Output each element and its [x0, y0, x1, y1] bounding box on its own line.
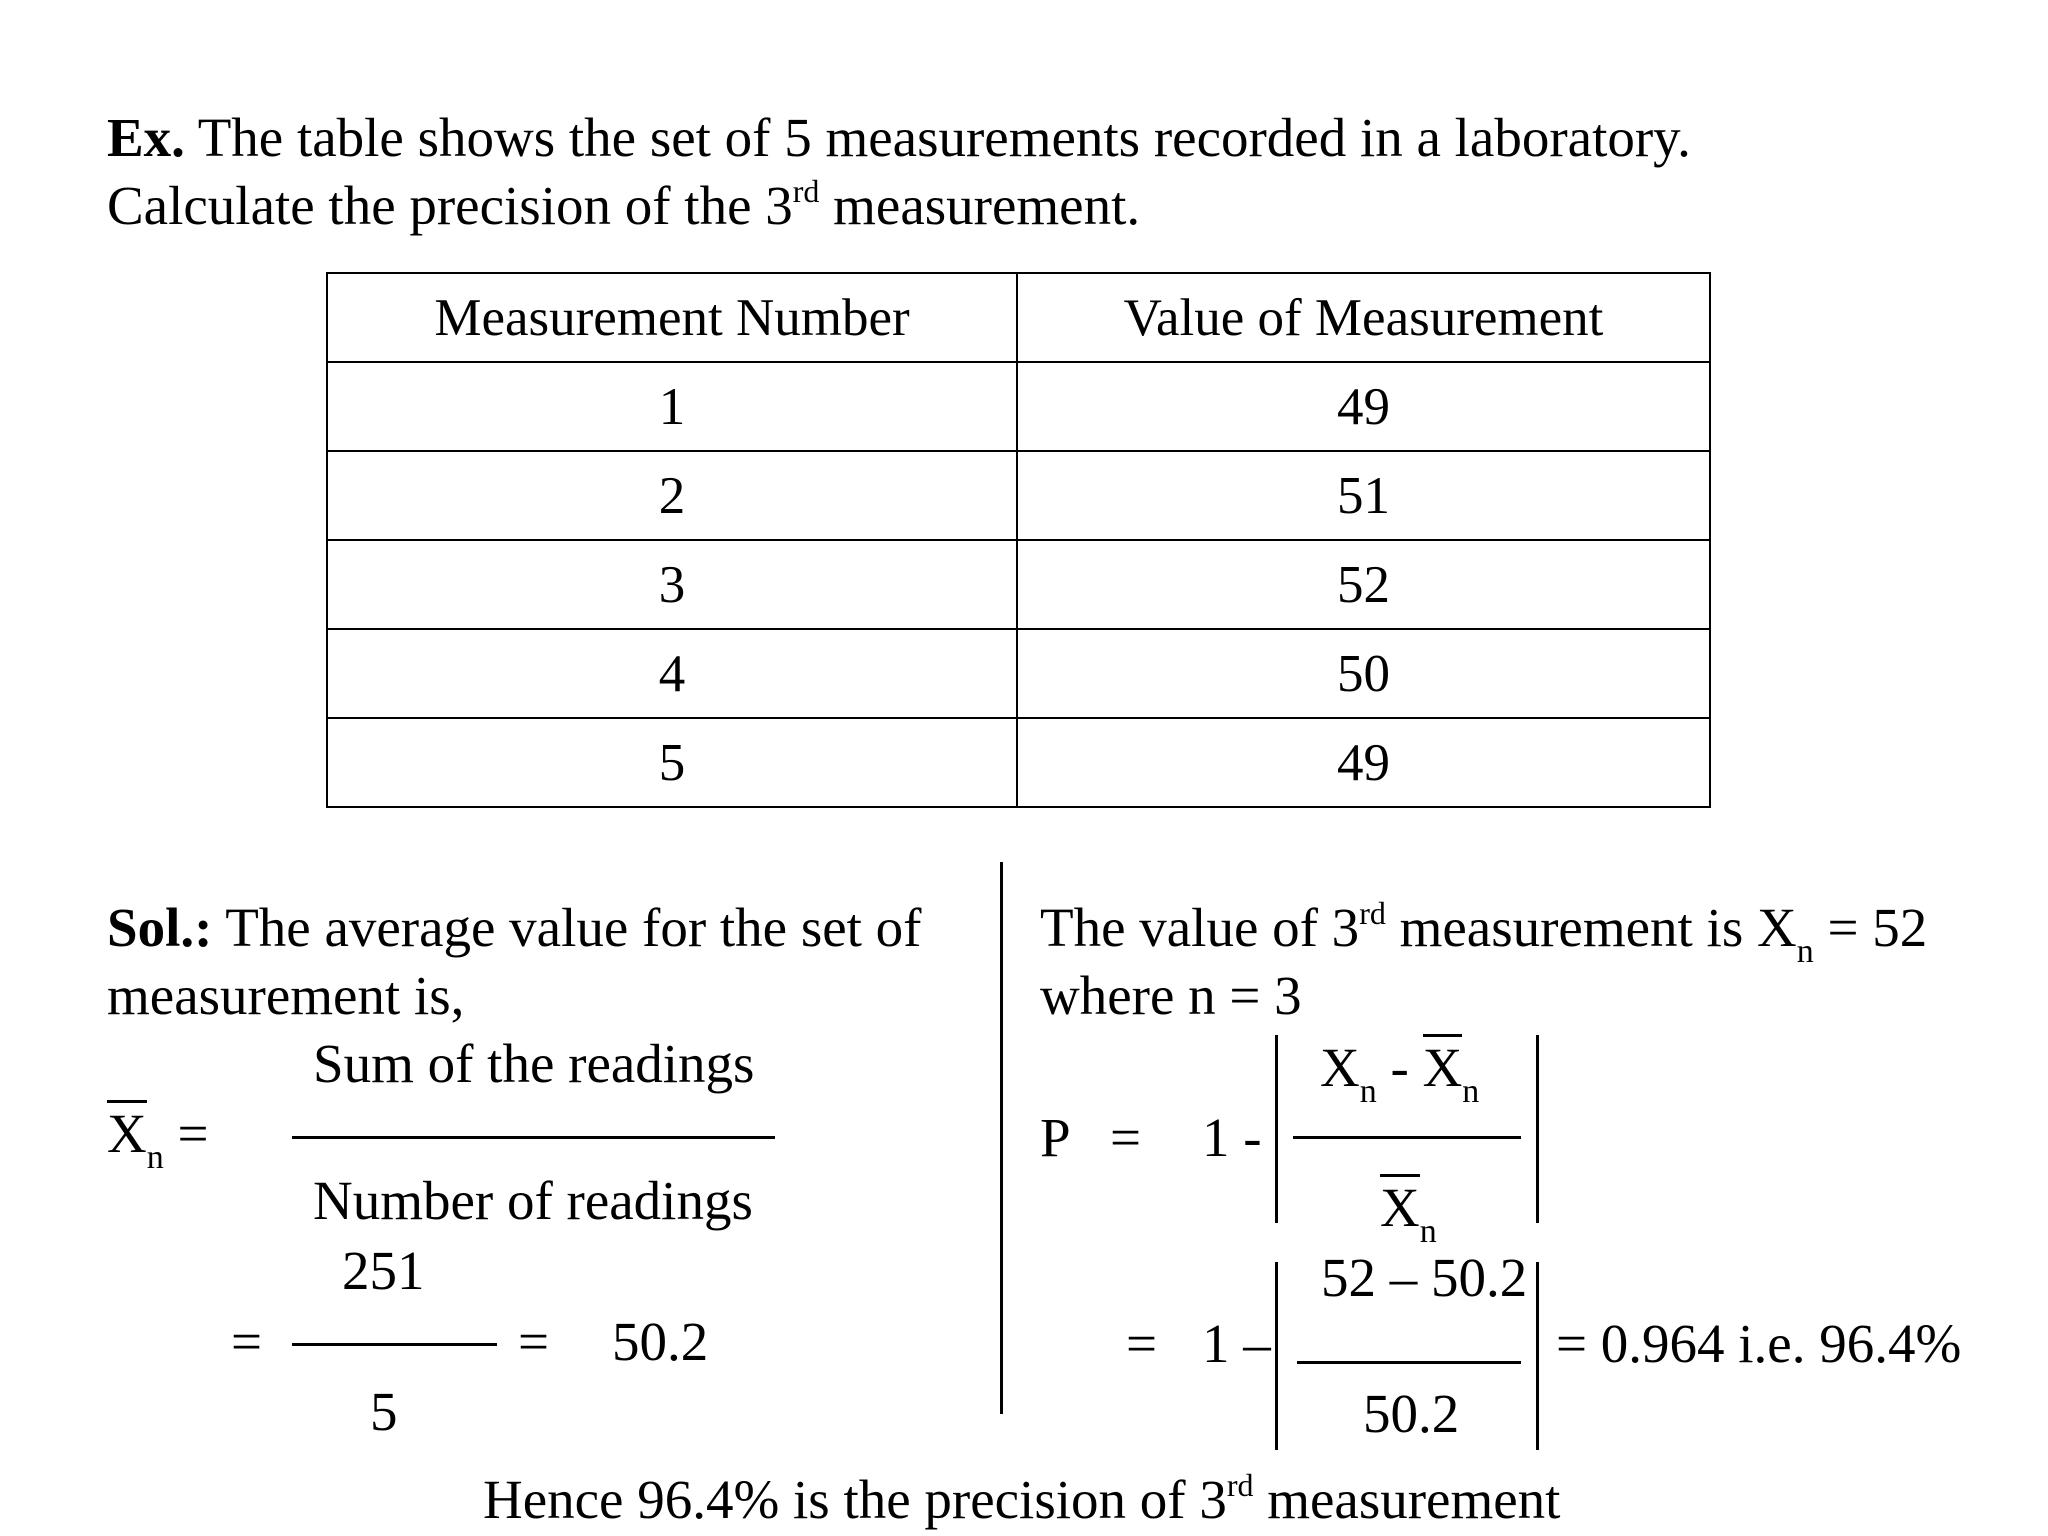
formula-fraction-bar — [292, 1136, 775, 1139]
calc-numerator: 251 — [342, 1240, 425, 1301]
precision-fraction-bar — [1293, 1136, 1521, 1139]
question-line-2-end: measurement. — [819, 175, 1141, 236]
table-cell: 5 — [327, 718, 1017, 807]
calc-result: 50.2 — [612, 1311, 709, 1372]
table-row — [327, 629, 1710, 718]
equals-sign: = — [177, 1103, 209, 1164]
calc-fraction-bar — [292, 1343, 497, 1346]
one-minus: 1 - — [1202, 1107, 1262, 1168]
table-row — [327, 540, 1710, 629]
formula-numerator-right — [1320, 1037, 1480, 1110]
question-line-2-text: Calculate the precision of the 3 — [107, 175, 793, 236]
solution-right-line-2: where n = 3 — [1040, 965, 1302, 1026]
precision-equals: = — [1110, 1107, 1142, 1168]
column-header: Measurement Number — [327, 273, 1017, 362]
question-line-1 — [107, 107, 1691, 168]
minus-sign: - — [1376, 1037, 1423, 1098]
abs-bar-left-2 — [1275, 1262, 1278, 1450]
value-text: The value of 3 — [1040, 897, 1360, 958]
x-bar: X — [1422, 1037, 1463, 1098]
subscript-n: n — [1462, 1073, 1480, 1110]
table-cell: 3 — [327, 540, 1017, 629]
calc-fraction-bar-right — [1297, 1361, 1521, 1364]
formula-denominator-right — [1380, 1177, 1437, 1250]
table-row — [327, 718, 1710, 807]
question-line-2 — [107, 173, 1141, 236]
calc-denominator-right: 50.2 — [1363, 1383, 1460, 1444]
table-cell: 1 — [327, 362, 1017, 451]
abs-bar-left — [1275, 1035, 1278, 1223]
table-cell: 2 — [327, 451, 1017, 540]
x-bar: X — [1380, 1177, 1420, 1238]
calc-numerator-right: 52 – 50.2 — [1321, 1247, 1528, 1308]
table-cell: 52 — [1017, 540, 1710, 629]
solution-left-line-1 — [107, 897, 922, 958]
table-cell: 50 — [1017, 629, 1710, 718]
table-row — [327, 362, 1710, 451]
example-label: Ex. — [107, 107, 185, 168]
conclusion — [483, 1467, 1561, 1530]
table-cell: 49 — [1017, 718, 1710, 807]
solution-label: Sol.: — [107, 897, 213, 958]
abs-bar-right-2 — [1536, 1262, 1539, 1450]
column-divider — [1000, 862, 1003, 1414]
solution-left-line-2: measurement is, — [107, 965, 465, 1026]
value-equals: = 52 — [1813, 897, 1928, 958]
conclusion-text: Hence 96.4% is the precision of 3 — [483, 1469, 1227, 1530]
precision-symbol: P — [1040, 1107, 1071, 1168]
calc-denominator: 5 — [370, 1381, 398, 1442]
table-cell: 49 — [1017, 362, 1710, 451]
mean-symbol — [107, 1103, 209, 1176]
solution-right-line-1 — [1040, 895, 1928, 970]
calc-equals-right: = — [1126, 1313, 1158, 1374]
table-header-row — [327, 273, 1710, 362]
measurements-table — [326, 272, 1711, 808]
abs-bar-right — [1536, 1035, 1539, 1223]
table-cell: 51 — [1017, 451, 1710, 540]
conclusion-end: measurement — [1253, 1469, 1561, 1530]
value-text-2: measurement is X — [1385, 897, 1797, 958]
superscript-rd: rd — [1359, 895, 1386, 931]
x-symbol: X — [1320, 1037, 1360, 1098]
x-bar: X — [107, 1103, 147, 1164]
superscript-rd: rd — [1226, 1467, 1254, 1503]
calc-equals-2: = — [518, 1311, 550, 1372]
table-row — [327, 451, 1710, 540]
subscript-n: n — [1419, 1213, 1437, 1250]
calc-equals: = — [231, 1311, 263, 1372]
one-minus-2: 1 – — [1202, 1313, 1271, 1374]
column-header: Value of Measurement — [1017, 273, 1710, 362]
subscript-n: n — [1796, 933, 1814, 970]
solution-intro: The average value for the set of — [212, 897, 922, 958]
subscript-n: n — [146, 1139, 164, 1176]
question-text: The table shows the set of 5 measurements recorded in a laboratory. — [197, 107, 1691, 168]
formula-numerator: Sum of the readings — [313, 1033, 755, 1094]
formula-denominator: Number of readings — [313, 1170, 753, 1231]
subscript-n: n — [1359, 1073, 1377, 1110]
superscript-rd: rd — [792, 173, 820, 209]
table-cell: 4 — [327, 629, 1017, 718]
precision-result: = 0.964 i.e. 96.4% — [1556, 1313, 1962, 1374]
